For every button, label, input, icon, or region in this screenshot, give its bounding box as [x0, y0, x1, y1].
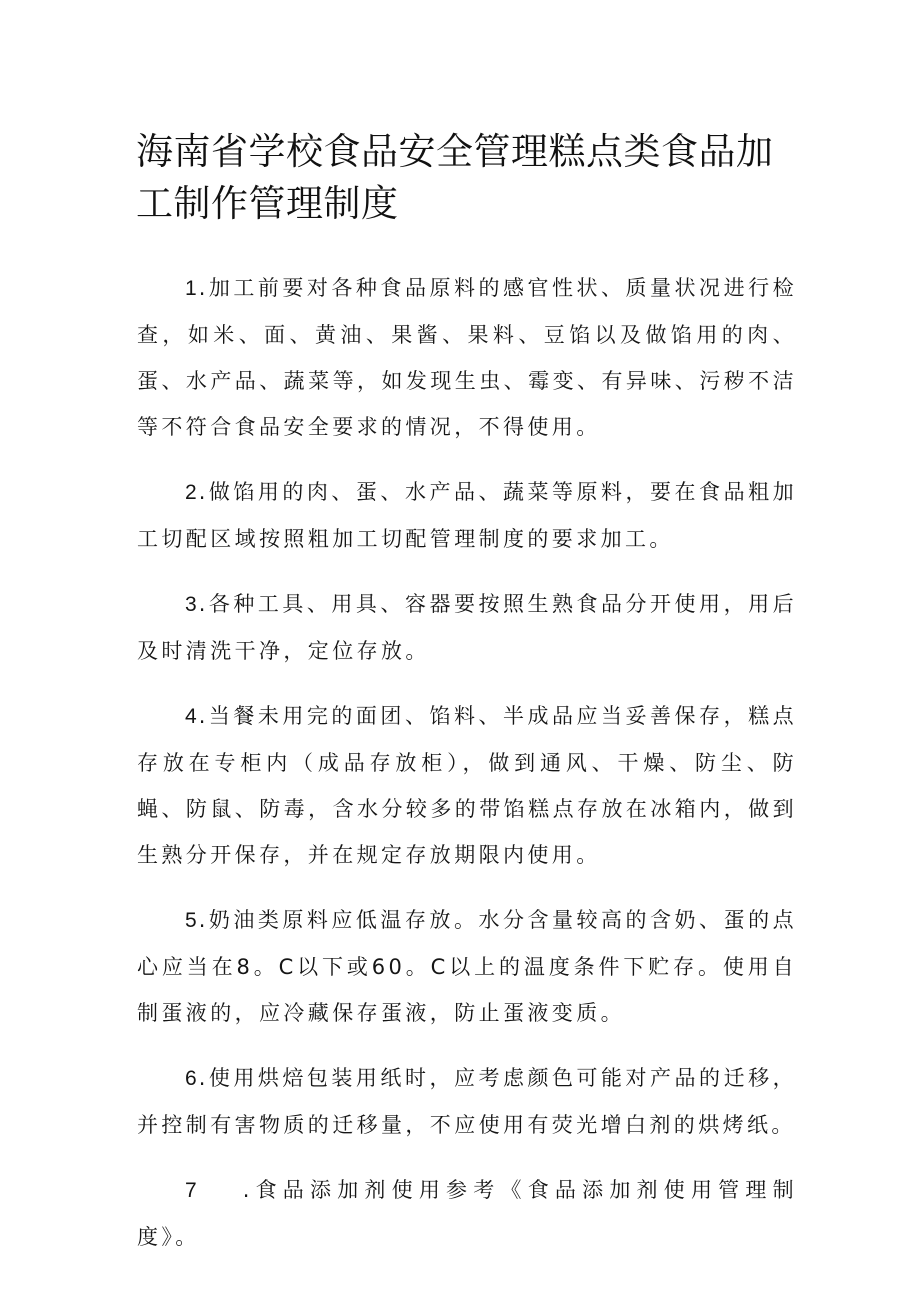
item-number: 1 [185, 277, 199, 300]
paragraph-2 [137, 469, 797, 562]
item-number: 7 [185, 1179, 199, 1202]
paragraph-6 [137, 1055, 797, 1148]
paragraph-text: .加工前要对各种食品原料的感官性状、质量状况进行检查，如米、面、黄油、果酱、果料、豆馅以及做馅用的肉、蛋、水产品、蔬菜等，如发现生虫、霉变、有异味、污秽不洁等不符合食品安全要求的情况，不得使用。 [137, 276, 797, 439]
paragraph-7 [137, 1167, 797, 1260]
paragraph-5 [137, 897, 797, 1036]
paragraph-3 [137, 581, 797, 674]
item-number: 6 [185, 1067, 199, 1090]
item-number: 5 [185, 909, 199, 932]
paragraph-text: .奶油类原料应低温存放。水分含量较高的含奶、蛋的点心应当在8。C以下或60。C以上的温度条件下贮存。使用自制蛋液的，应冷藏保存蛋液，防止蛋液变质。 [137, 908, 797, 1025]
paragraph-1 [137, 265, 797, 450]
item-number: 3 [185, 593, 199, 616]
item-number: 4 [185, 705, 199, 728]
paragraph-text: .各种工具、用具、容器要按照生熟食品分开使用，用后及时清洗干净，定位存放。 [137, 592, 797, 663]
item-number: 2 [185, 481, 199, 504]
paragraph-text: .当餐未用完的面团、馅料、半成品应当妥善保存，糕点存放在专柜内（成品存放柜），做到通风、干燥、防尘、防蝇、防鼠、防毒，含水分较多的带馅糕点存放在冰箱内，做到生熟分开保存，并在规定存放期限内使用。 [137, 704, 797, 867]
paragraph-text: .做馅用的肉、蛋、水产品、蔬菜等原料，要在食品粗加工切配区域按照粗加工切配管理制度的要求加工。 [137, 480, 797, 551]
paragraph-4 [137, 693, 797, 878]
document-title: 海南省学校食品安全管理糕点类食品加工制作管理制度 [136, 130, 774, 225]
paragraph-text: .使用烘焙包装用纸时，应考虑颜色可能对产品的迁移，并控制有害物质的迁移量，不应使用有荧光增白剂的烘烤纸。 [137, 1066, 797, 1137]
document-body [137, 265, 797, 1279]
paragraph-text: .食品添加剂使用参考《食品添加剂使用管理制度》。 [137, 1178, 797, 1249]
